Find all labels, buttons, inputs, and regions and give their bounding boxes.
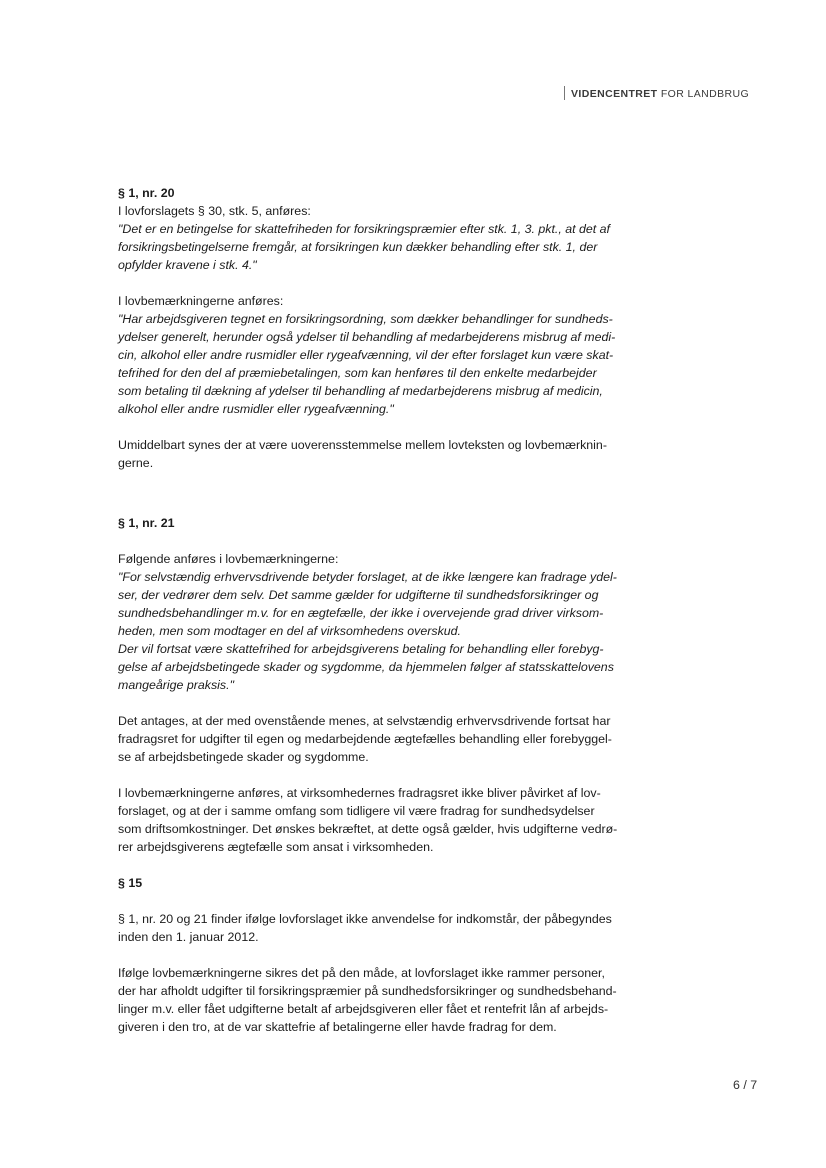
text-line: forsikringsbetingelserne fremgår, at forsikringen kun dækker behandling efter stk. 1, der [118,240,598,254]
body-paragraph [118,712,678,766]
body-paragraph [118,964,678,1036]
remark-intro: I lovbemærkningerne anføres: [118,294,284,308]
text-line: som driftsomkostninger. Det ønskes bekræftet, at dette også gælder, hvis udgifterne vedrø- [118,822,618,836]
text-line: "Har arbejdsgiveren tegnet en forsikringsordning, som dækker behandlinger for sundheds- [118,312,613,326]
text-line: "Det er en betingelse for skattefriheden for forsikringspræmier efter stk. 1, 3. pkt., at det af [118,222,610,236]
text-line: ydelser generelt, herunder også ydelser til behandling af medarbejderens misbrug af medi- [118,330,616,344]
text-line: som betaling til dækning af ydelser til behandling af medarbejderens misbrug af medicin, [118,384,603,398]
remark-quote [118,568,678,694]
text-line: sundhedsbehandlinger m.v. for en ægtefælle, der ikke i overvejende grad driver virksom- [118,606,604,620]
body-paragraph [118,784,678,856]
section-intro: I lovforslagets § 30, stk. 5, anføres: [118,204,311,218]
text-line: alkohol eller andre rusmidler eller rygeafvænning." [118,402,394,416]
text-line: der har afholdt udgifter til forsikringspræmier på sundhedsforsikringer og sundhedsbehand- [118,984,617,998]
brand-name-rest: FOR LANDBRUG [660,88,750,100]
letterhead [564,86,749,100]
section-heading: § 1, nr. 21 [118,516,175,530]
text-line: ser, der vedrører dem selv. Det samme gælder for udgifterne til sundhedsforsikringer og [118,588,599,602]
text-line: heden, men som modtager en del af virksomhedens overskud. [118,624,461,638]
text-line: opfylder kravene i stk. 4." [118,258,257,272]
section-heading: § 15 [118,876,143,890]
text-line: giveren i den tro, at de var skattefrie af betalingerne eller havde fradrag for dem. [118,1020,557,1034]
text-line: gelse af arbejdsbetingede skader og sygdomme, da hjemmelen følger af statsskattelovens [118,660,614,674]
text-line: "For selvstændig erhvervsdrivende betyder forslaget, at de ikke længere kan fradrage ydel- [118,570,617,584]
text-line: cin, alkohol eller andre rusmidler eller rygeafvænning, vil der efter forslaget kun være skat- [118,348,614,362]
text-line: § 1, nr. 20 og 21 finder ifølge lovforslaget ikke anvendelse for indkomstår, der påbegyndes [118,912,612,926]
text-line: Der vil fortsat være skattefrihed for arbejdsgiverens betaling for behandling eller forebyg- [118,642,604,656]
text-line: rer arbejdsgiverens ægtefælle som ansat i virksomheden. [118,840,434,854]
text-line: tefrihed for den del af præmiebetalingen, som kan henføres til den enkelte medarbejder [118,366,597,380]
text-line: I lovbemærkningerne anføres, at virksomhedernes fradragsret ikke bliver påvirket af lov- [118,786,601,800]
text-line: Ifølge lovbemærkningerne sikres det på den måde, at lovforslaget ikke rammer personer, [118,966,605,980]
law-quote [118,220,678,274]
text-line: Umiddelbart synes der at være uoverensstemmelse mellem lovteksten og lovbemærknin- [118,438,607,452]
text-line: mangeårige praksis." [118,678,234,692]
section-intro: Følgende anføres i lovbemærkningerne: [118,552,339,566]
remark-quote [118,310,678,418]
conclusion-paragraph [118,436,678,472]
brand-name-bold: VIDENCENTRET [571,88,658,100]
letterhead-divider [564,86,565,100]
text-line: forslaget, og at der i samme omfang som tidligere vil være fradrag for sundhedsydelser [118,804,595,818]
document-body [118,184,678,1036]
text-line: inden den 1. januar 2012. [118,930,259,944]
text-line: fradragsret for udgifter til egen og medarbejdende ægtefælles behandling eller forebyggel- [118,732,612,746]
page-number: 6 / 7 [733,1078,758,1092]
section-heading: § 1, nr. 20 [118,186,175,200]
body-paragraph [118,910,678,946]
text-line: gerne. [118,456,154,470]
text-line: Det antages, at der med ovenstående menes, at selvstændig erhvervsdrivende fortsat har [118,714,611,728]
text-line: linger m.v. eller fået udgifterne betalt af arbejdsgiveren eller fået et rentefrit lån af arbejds- [118,1002,609,1016]
text-line: se af arbejdsbetingede skader og sygdomme. [118,750,369,764]
